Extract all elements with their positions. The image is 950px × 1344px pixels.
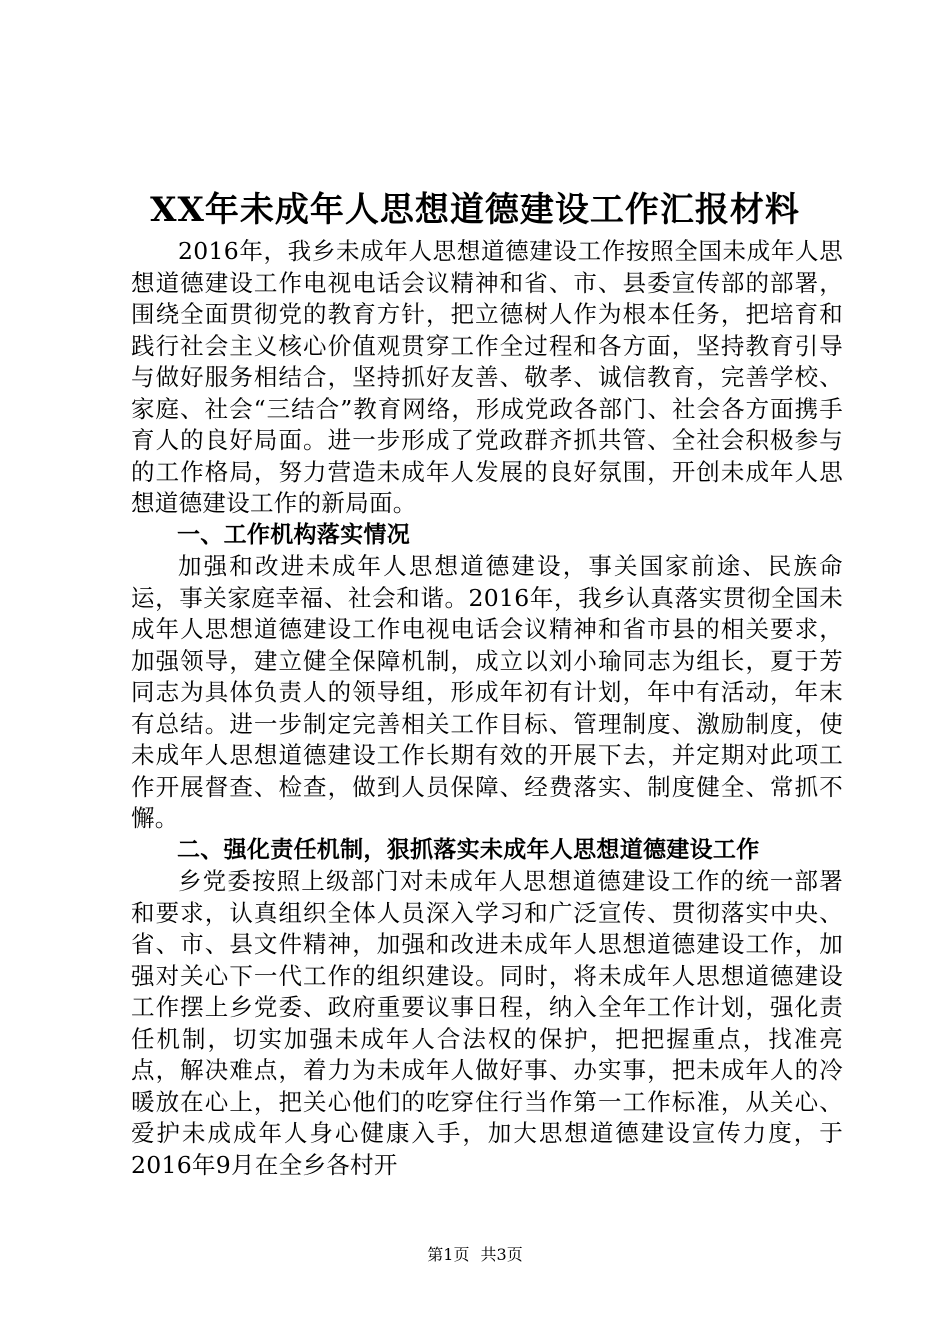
section-2-paragraph: 乡党委按照上级部门对未成年人思想道德建设工作的统一部署和要求，认真组织全体人员深入学习和广泛宣传、贯彻落实中央、省、市、县文件精神，加强和改进未成年人思想道德建设工作，加强对关心下一代工作的组织建设。同时，将未成年人思想道德建设工作摆上乡党委、政府重要议事日程，纳入全年工作计划，强化责任机制，切实加强未成年人合法权的保护，把把握重点，找准亮点，解决难点，着力为未成年人做好事、办实事，把未成年人的冷暖放在心上，把关心他们的吃穿住行当作第一工作标准，从关心、爱护未成成年人身心健康入手，加大思想道德建设宣传力度，于2016年9月在全乡各村开 [131,867,843,1179]
document-title: XX年未成年人思想道德建设工作汇报材料 [150,190,800,230]
page-total: 共3页 [480,1245,523,1264]
page-footer [0,1245,950,1265]
intro-paragraph: 2016年，我乡未成年人思想道德建设工作按照全国未成年人思想道德建设工作电视电话会议精神和省、市、县委宣传部的部署，围绕全面贯彻党的教育方针，把立德树人作为根本任务，把培育和践行社会主义核心价值观贯穿工作全过程和各方面，坚持教育引导与做好服务相结合，坚持抓好友善、敬孝、诚信教育，完善学校、家庭、社会“三结合”教育网络，形成党政各部门、社会各方面携手育人的良好局面。进一步形成了党政群齐抓共管、全社会积极参与的工作格局，努力营造未成年人发展的良好氛围，开创未成年人思想道德建设工作的新局面。 [131,237,843,517]
section-1-paragraph: 加强和改进未成年人思想道德建设，事关国家前途、民族命运，事关家庭幸福、社会和谐。2016年，我乡认真落实贯彻全国未成年人思想道德建设工作电视电话会议精神和省市县的相关要求，加强领导，建立健全保障机制，成立以刘小瑜同志为组长，夏于芳同志为具体负责人的领导组，形成年初有计划，年中有活动，年末有总结。进一步制定完善相关工作目标、管理制度、激励制度，使未成年人思想道德建设工作长期有效的开展下去，并定期对此项工作开展督查、检查，做到人员保障、经费落实、制度健全、常抓不懈。 [131,552,843,832]
section-2-heading: 二、强化责任机制，狠抓落实未成年人思想道德建设工作 [177,836,760,863]
document-body [131,236,843,1181]
page-number: 第1页 [427,1245,470,1264]
section-1-heading: 一、工作机构落实情况 [177,521,410,548]
